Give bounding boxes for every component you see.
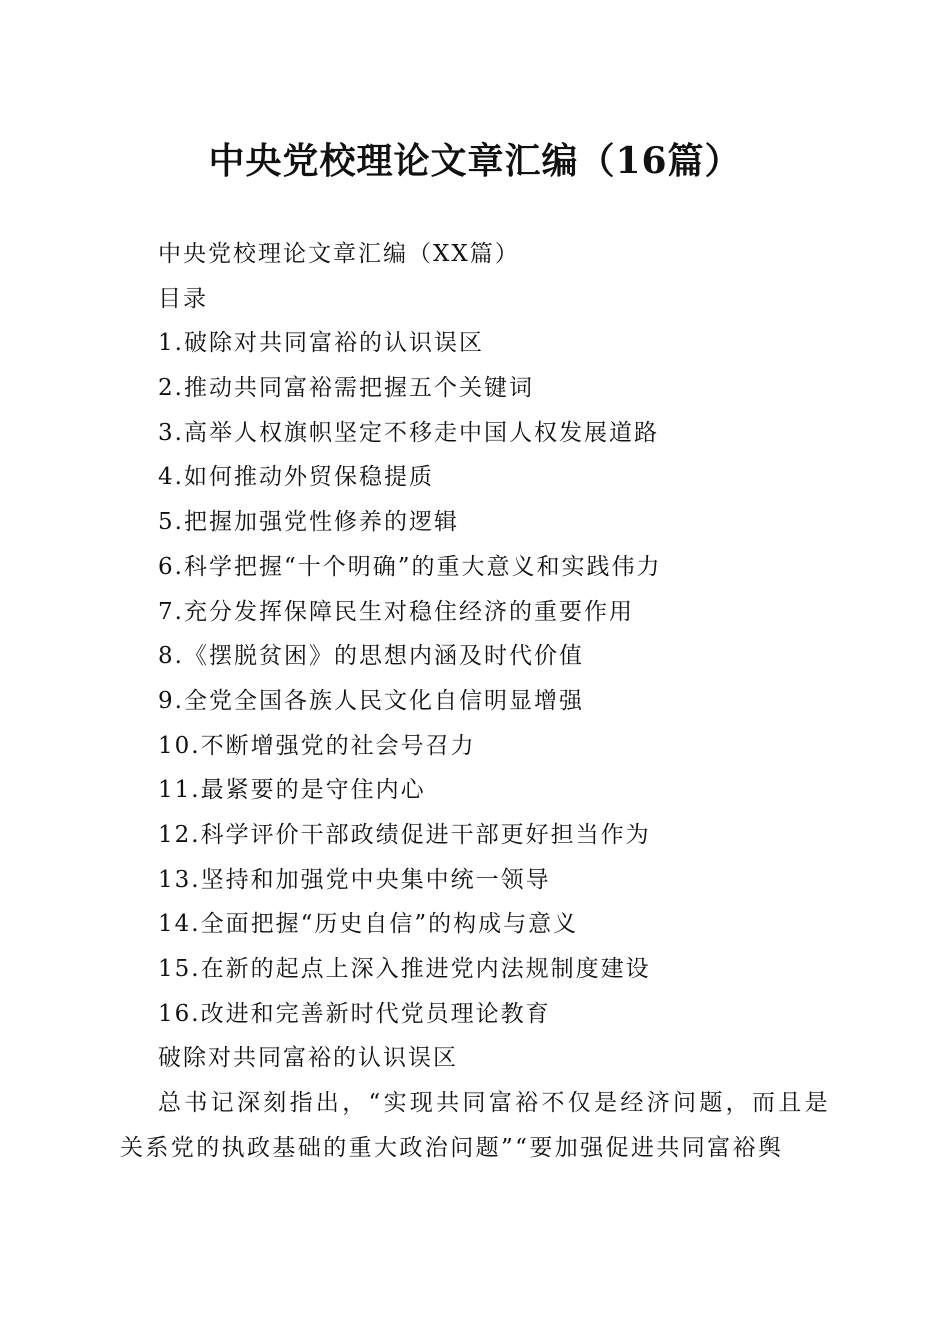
- toc-item: 9.全党全国各族人民文化自信明显增强: [158, 687, 584, 714]
- document-title: 中央党校理论文章汇编（16篇）: [208, 140, 742, 182]
- section-heading: 破除对共同富裕的认识误区: [158, 1045, 458, 1072]
- toc-item: 10.不断增强党的社会号召力: [158, 732, 476, 759]
- body-paragraph: 总书记深刻指出，“实现共同富裕不仅是经济问题，而且是关系党的执政基础的重大政治问题”“要加强促进共同富裕舆: [120, 1090, 830, 1161]
- toc-item: 2.推动共同富裕需把握五个关键词: [158, 375, 534, 402]
- toc-item: 14.全面把握“历史自信”的构成与意义: [158, 911, 579, 938]
- toc-item: 8.《摆脱贫困》的思想内涵及时代价值: [158, 643, 584, 670]
- toc-item: 3.高举人权旗帜坚定不移走中国人权发展道路: [158, 419, 659, 446]
- toc-item: 5.把握加强党性修养的逻辑: [158, 509, 459, 536]
- toc-heading: 目录: [158, 285, 208, 312]
- document-subtitle: 中央党校理论文章汇编（XX篇）: [158, 241, 520, 267]
- toc-item: 1.破除对共同富裕的认识误区: [158, 330, 484, 357]
- toc-item: 16.改进和完善新时代党员理论教育: [158, 1000, 551, 1027]
- toc-item: 13.坚持和加强党中央集中统一领导: [158, 866, 551, 893]
- toc-item: 11.最紧要的是守住内心: [158, 777, 426, 804]
- document-body: [120, 232, 830, 1170]
- toc-item: 6.科学把握“十个明确”的重大意义和实践伟力: [158, 553, 662, 580]
- toc-item: 12.科学评价干部政绩促进干部更好担当作为: [158, 821, 651, 848]
- toc-list: [120, 321, 830, 1036]
- toc-item: 4.如何推动外贸保稳提质: [158, 464, 434, 491]
- toc-item: 15.在新的起点上深入推进党内法规制度建设: [158, 956, 651, 982]
- toc-item: 7.充分发挥保障民生对稳住经济的重要作用: [158, 598, 634, 625]
